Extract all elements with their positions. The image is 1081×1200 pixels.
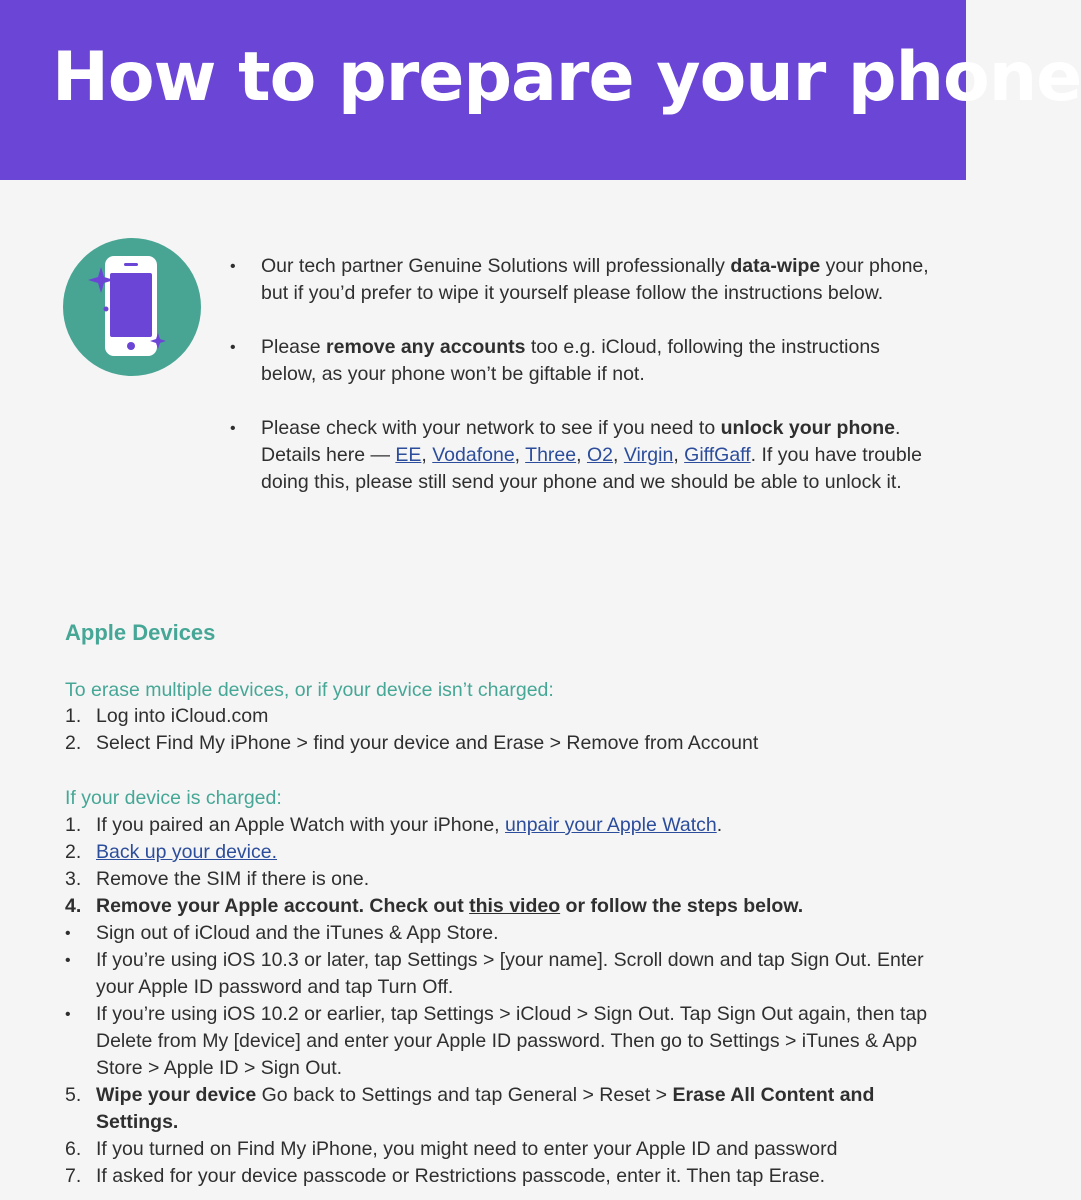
intro-bullets [230, 253, 930, 496]
list-item [65, 839, 935, 866]
unpair-watch-link[interactable]: unpair your Apple Watch [505, 814, 717, 836]
charged-steps-list [65, 812, 935, 1190]
step-number: 1. [65, 705, 82, 727]
step-text: Go back to Settings and tap General > Reset > [256, 1084, 673, 1106]
bullet-dot: • [65, 925, 71, 942]
list-item [65, 1136, 935, 1163]
network-link-giffgaff[interactable]: GiffGaff [684, 444, 751, 466]
bullet-text: . If you have trouble doing this, please still send your phone and we should be able to unlock it. [261, 444, 922, 493]
step-number: 4. [65, 895, 82, 917]
subheading-charged: If your device is charged: [65, 787, 282, 809]
step-text: or follow the steps below. [560, 895, 804, 917]
backup-device-link[interactable]: Back up your device. [96, 841, 278, 863]
section-title-apple: Apple Devices [65, 620, 216, 645]
bullet-dot: • [230, 420, 236, 437]
this-video-link[interactable]: this video [469, 895, 561, 917]
network-link-three[interactable]: Three [525, 444, 577, 466]
bullet-text: too e.g. iCloud, following the instructions below, as your phone won’t be giftable if not. [261, 336, 880, 385]
bullet-bold: data-wipe [730, 255, 821, 277]
step-number: 7. [65, 1165, 82, 1187]
network-link-ee[interactable]: EE [395, 444, 422, 466]
list-item [65, 812, 935, 839]
bullet-dot: • [65, 1006, 71, 1023]
step-number: 5. [65, 1084, 82, 1106]
step-number: 2. [65, 841, 82, 863]
page-title: How to prepare your phone [52, 38, 1081, 117]
bullet-bold: unlock your phone [720, 417, 896, 439]
bullet-text: Please [261, 336, 327, 358]
intro-bullet-wipe [230, 253, 930, 307]
bullet-bold: remove any accounts [326, 336, 526, 358]
step-text: If you’re using iOS 10.3 or later, tap Settings > [your name]. Scroll down and tap Sign Out. Enter your Apple ID password and tap Turn Off. [96, 949, 924, 998]
bullet-dot: • [230, 339, 236, 356]
network-link-virgin[interactable]: Virgin [623, 444, 674, 466]
step-text: Remove the SIM if there is one. [96, 868, 370, 890]
step-text: Remove your Apple account. Check out [96, 895, 470, 917]
step-text: Select Find My iPhone > find your device and Erase > Remove from Account [96, 732, 759, 754]
list-item [65, 866, 935, 893]
bullet-text: Our tech partner Genuine Solutions will professionally [261, 255, 731, 277]
sub-bullet [65, 1001, 935, 1082]
step-text: Sign out of iCloud and the iTunes & App Store. [96, 922, 499, 944]
bullet-dot: • [65, 952, 71, 969]
list-item [65, 703, 935, 730]
bullet-text: your phone, but if you’d prefer to wipe it yourself please follow the instructions below. [261, 255, 929, 304]
list-item [65, 1163, 935, 1190]
network-link-vodafone[interactable]: Vodafone [432, 444, 515, 466]
network-link-o2[interactable]: O2 [586, 444, 613, 466]
multi-steps-list [65, 703, 935, 757]
list-item [65, 1082, 935, 1136]
intro-bullet-accounts [230, 334, 930, 388]
step-bold: Wipe your device [96, 1084, 257, 1106]
step-number: 6. [65, 1138, 82, 1160]
subheading-multiple-devices: To erase multiple devices, or if your device isn’t charged: [65, 679, 554, 701]
step-bold: Erase All Content and Settings. [96, 1084, 875, 1133]
phone-sparkle-icon [62, 237, 202, 377]
header-banner [0, 0, 1081, 180]
sub-bullet [65, 947, 935, 1001]
step-number: 3. [65, 868, 82, 890]
list-item [65, 730, 935, 757]
bullet-text: . Details here — [261, 417, 901, 466]
step-text: If you turned on Find My iPhone, you might need to enter your Apple ID and password [96, 1138, 838, 1160]
bullet-text: Please check with your network to see if you need to [261, 417, 721, 439]
step-number: 2. [65, 732, 82, 754]
step-text: . [716, 814, 723, 836]
bullet-dot: • [230, 258, 236, 275]
step-text: If you paired an Apple Watch with your iPhone, [96, 814, 506, 836]
step-text: If asked for your device passcode or Restrictions passcode, enter it. Then tap Erase. [96, 1165, 826, 1187]
sub-bullet [65, 920, 935, 947]
intro-bullet-unlock: • Please check with your network to see if you need to unlock your phone. Details here — EE, Vodafone, Three, O2, Virgin, GiffGaff. If you have trouble doing this, please still send your phone and we should be able to unlock it. [230, 417, 922, 493]
list-item [65, 893, 935, 920]
step-text: Log into iCloud.com [96, 705, 269, 727]
step-text: If you’re using iOS 10.2 or earlier, tap Settings > iCloud > Sign Out. Tap Sign Out again, then tap Delete from My [device] and enter your Apple ID password. Then go to Settings > iTunes & App Store > Apple ID > Sign Out. [96, 1003, 928, 1079]
step-number: 1. [65, 814, 82, 836]
